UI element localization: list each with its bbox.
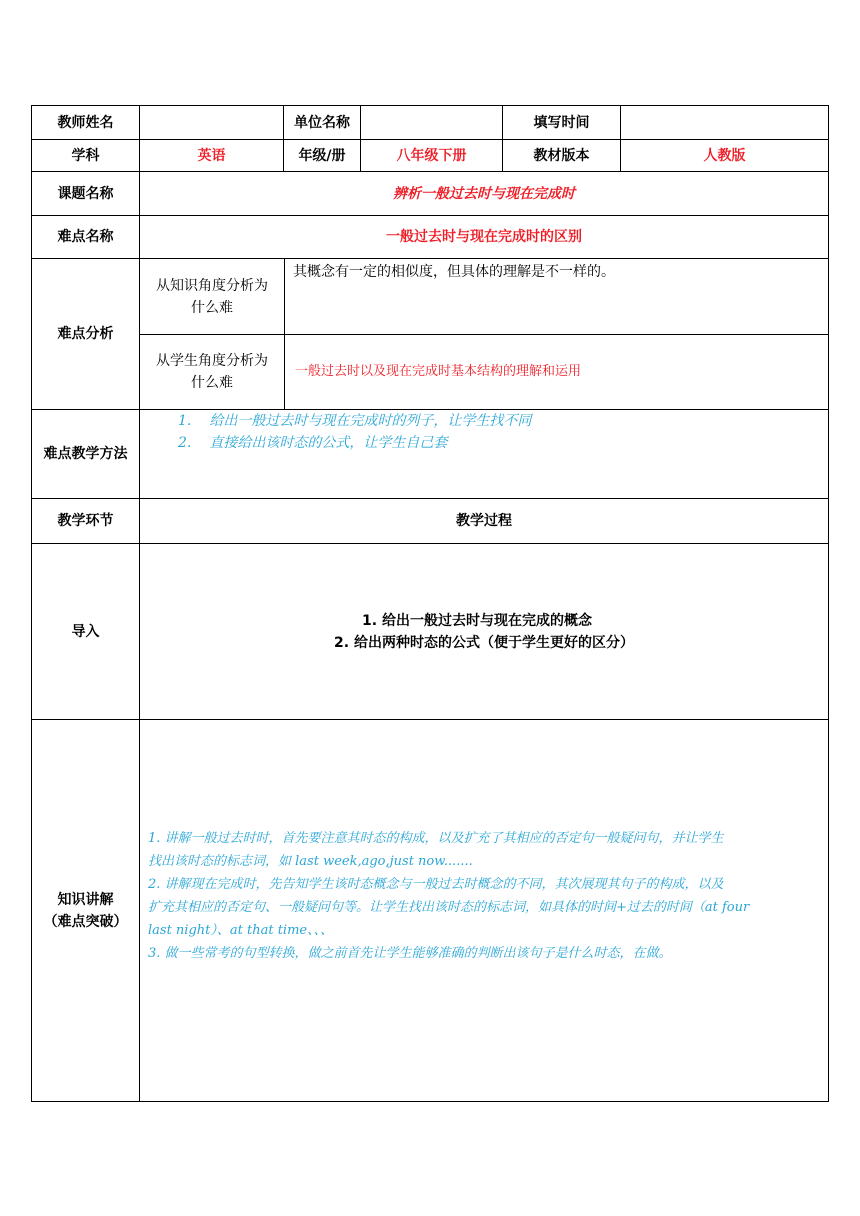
analysis-label: 难点分析: [57, 326, 114, 342]
subject-value: 英语: [197, 147, 226, 164]
knowledge-label-line: 知识讲解: [57, 891, 114, 908]
knowledge-angle-label: 从知识角度分析为什么难: [156, 277, 268, 316]
student-angle-label: 从学生角度分析为什么难: [156, 353, 268, 391]
difficulty-label: 难点名称: [57, 229, 114, 245]
table-border-right: [828, 105, 829, 1102]
unit-name-value: [361, 106, 502, 139]
student-angle-value: 一般过去时以及现在完成时基本结构的理解和运用: [295, 364, 582, 379]
subject-label: 学科: [71, 147, 100, 164]
grade-value: 八年级下册: [396, 147, 467, 164]
knowledge-line: 扩充其相应的否定句、一般疑问句等。让学生找出该时态的标志词，如具体的时间+过去的时间（at four: [148, 899, 750, 915]
edition-value: 人教版: [703, 147, 746, 164]
grade-label: 年级/册: [298, 147, 346, 164]
intro-content: [140, 544, 828, 719]
knowledge-label: [32, 720, 139, 1101]
knowledge-angle-value: 其概念有一定的相似度，但具体的理解是不一样的。: [293, 264, 615, 280]
method-label: 难点教学方法: [43, 446, 128, 462]
stage-header: 教学环节: [57, 513, 114, 529]
method-list: [140, 410, 828, 498]
knowledge-line: 找出该时态的标志词，如 last week,ago,just now.......: [148, 853, 473, 869]
unit-name-label: 单位名称: [294, 114, 350, 131]
knowledge-line: last night）、at that time、、、: [148, 922, 334, 938]
teacher-name-label: 教师姓名: [57, 114, 114, 131]
knowledge-content: [140, 720, 828, 1101]
edition-label: 教材版本: [533, 147, 590, 164]
table-border-bottom: [31, 1101, 829, 1102]
topic-label: 课题名称: [57, 185, 114, 202]
intro-item: 2. 给出两种时态的公式（便于学生更好的区分）: [334, 634, 634, 651]
knowledge-line: 1. 讲解一般过去时时，首先要注意其时态的构成，以及扩充了其相应的否定句一般疑问句，并让学生: [148, 830, 724, 846]
process-header: 教学过程: [456, 513, 512, 529]
fill-time-label: 填写时间: [533, 114, 590, 131]
method-item: 2. 直接给出该时态的公式，让学生自己套: [178, 435, 448, 451]
method-item: 1. 给出一般过去时与现在完成时的列子，让学生找不同: [178, 413, 532, 429]
difficulty-value: 一般过去时与现在完成时的区别: [386, 229, 582, 245]
fill-time-value: [621, 106, 828, 139]
intro-item: 1. 给出一般过去时与现在完成的概念: [362, 612, 592, 629]
knowledge-line: 3. 做一些常考的句型转换，做之前首先让学生能够准确的判断出该句子是什么时态，在做。: [148, 945, 672, 961]
knowledge-label-line: （难点突破）: [43, 913, 128, 930]
teacher-name-value: [140, 106, 283, 139]
knowledge-line: 2. 讲解现在完成时，先告知学生该时态概念与一般过去时概念的不同，其次展现其句子的构成，以及: [148, 876, 724, 892]
topic-value: 辨析一般过去时与现在完成时: [393, 185, 575, 202]
intro-label: 导入: [71, 623, 100, 640]
